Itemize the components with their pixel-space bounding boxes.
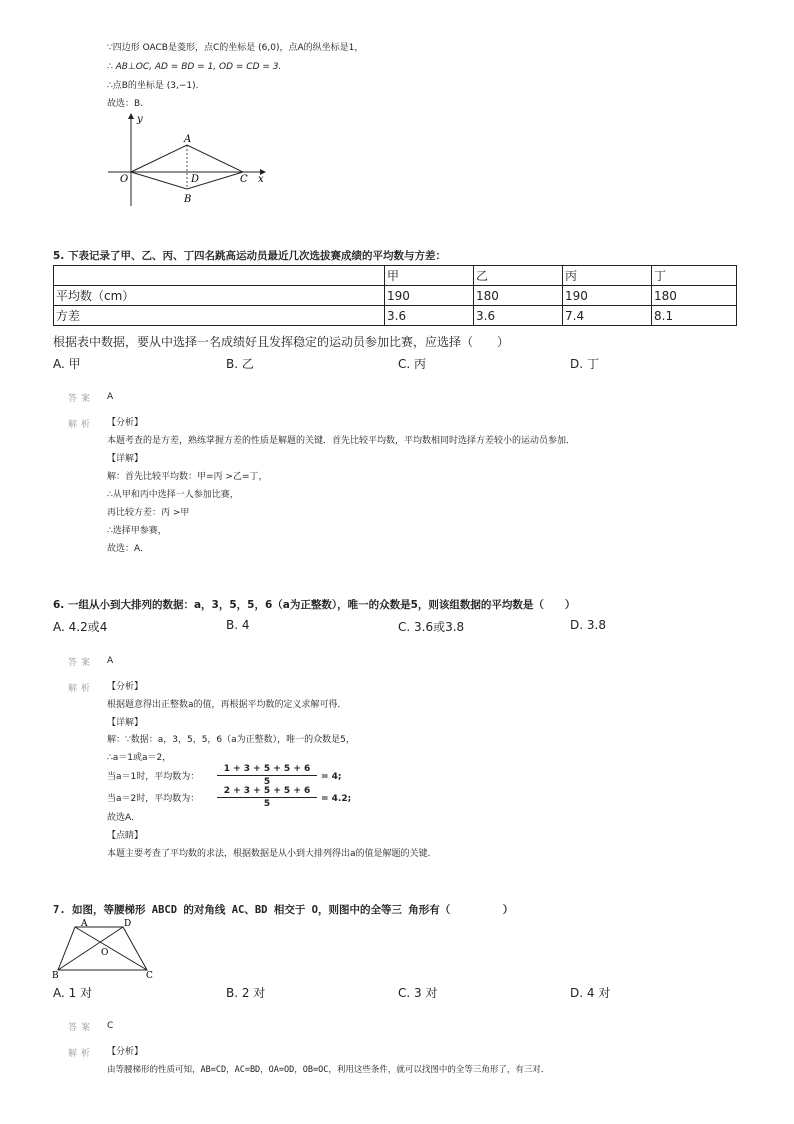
q5-analysis-line: 解：首先比较平均数：甲=丙 >乙=丁， bbox=[107, 472, 268, 482]
q6-case2-fraction bbox=[217, 786, 317, 809]
q5-analysis-line: 【详解】 bbox=[107, 454, 144, 464]
q5-analysis-line: ∴从甲和丙中选择一人参加比赛， bbox=[107, 490, 239, 500]
label-a: A bbox=[184, 134, 192, 145]
q6-case1-fraction bbox=[217, 764, 317, 787]
q6-option-d[interactable]: D. 3.8 bbox=[570, 618, 606, 632]
q5-analysis-line: 故选：A． bbox=[107, 544, 150, 554]
table-cell: 方差 bbox=[54, 306, 385, 326]
table-cell: 平均数（cm） bbox=[54, 286, 385, 306]
table-cell: 丙 bbox=[563, 266, 652, 286]
table-row bbox=[54, 266, 737, 286]
label-c: C bbox=[240, 174, 248, 185]
q7-answer: C bbox=[107, 1021, 114, 1031]
q5-analysis-label: 解析 bbox=[68, 420, 95, 430]
q4-line-4: 故选：B. bbox=[107, 99, 144, 109]
q4-line-2: ∴ AB⊥OC, AD = BD = 1, OD = CD = 3. bbox=[107, 62, 282, 72]
table-cell: 8.1 bbox=[652, 306, 737, 326]
q6-question: 6. 一组从小到大排列的数据：a，3，5，5，6（a为正整数），唯一的众数是5，则该组数据的平均数是（ ） bbox=[53, 599, 576, 611]
fraction-denominator: 5 bbox=[263, 777, 271, 787]
rhombus-figure bbox=[100, 110, 275, 210]
table-row bbox=[54, 306, 737, 326]
q5-answer: A bbox=[107, 392, 114, 402]
table-row bbox=[54, 286, 737, 306]
table-cell bbox=[54, 266, 385, 286]
table-cell: 180 bbox=[652, 286, 737, 306]
q4-line-1: ∵四边形 OACB是菱形，点C的坐标是 (6,0)，点A的纵坐标是1， bbox=[107, 43, 364, 53]
label-o: O bbox=[120, 174, 129, 185]
q6-option-c[interactable]: C. 3.6或3.8 bbox=[398, 620, 465, 634]
q6-analysis-line: 故选A． bbox=[107, 813, 141, 823]
q5-option-a[interactable]: A. 甲 bbox=[53, 357, 81, 371]
q4-line-3: ∴点B的坐标是 (3,−1). bbox=[107, 81, 199, 91]
q5-option-c[interactable]: C. 丙 bbox=[398, 357, 427, 371]
table-cell: 乙 bbox=[474, 266, 563, 286]
label-b: B bbox=[52, 971, 59, 981]
q6-analysis-line: 解：∵数据：a，3，5，5，6（a为正整数），唯一的众数是5， bbox=[107, 735, 355, 745]
q5-analysis-line: 【分析】 bbox=[107, 418, 144, 428]
table-cell: 3.6 bbox=[385, 306, 474, 326]
label-y: y bbox=[137, 114, 143, 125]
q6-analysis-line: 【分析】 bbox=[107, 682, 144, 692]
q6-answer: A bbox=[107, 656, 114, 666]
q6-analysis-label: 解析 bbox=[68, 684, 95, 694]
q7-analysis-line: 【分析】 bbox=[107, 1047, 144, 1057]
fraction-denominator: 5 bbox=[263, 799, 271, 809]
q5-score-table bbox=[53, 265, 737, 326]
q7-answer-label: 答案 bbox=[68, 1023, 95, 1033]
q6-analysis-line: 本题主要考查了平均数的求法，根据数据是从小到大排列得出a的值是解题的关键． bbox=[107, 849, 437, 859]
q6-analysis-line: 【详解】 bbox=[107, 718, 144, 728]
diagonal-ac bbox=[75, 927, 147, 970]
q5-analysis-line: 再比较方差：丙 >甲 bbox=[107, 508, 190, 518]
q7-option-d[interactable]: D. 4 对 bbox=[570, 986, 611, 1000]
q6-analysis-line: 根据题意得出正整数a的值，再根据平均数的定义求解可得． bbox=[107, 700, 347, 710]
table-cell: 3.6 bbox=[474, 306, 563, 326]
q5-option-b[interactable]: B. 乙 bbox=[226, 357, 254, 371]
trapezoid-figure bbox=[50, 916, 160, 981]
q6-answer-label: 答案 bbox=[68, 658, 95, 668]
q6-case1-prefix: 当a＝1时，平均数为： bbox=[107, 772, 200, 782]
q6-analysis-line: 【点睛】 bbox=[107, 831, 144, 841]
label-d: D bbox=[191, 174, 200, 185]
label-o: O bbox=[101, 948, 109, 958]
q7-question: 7. 如图，等腰梯形 ABCD 的对角线 AC、BD 相交于 O，则图中的全等三 角形有（ ） bbox=[53, 904, 514, 916]
table-cell: 190 bbox=[385, 286, 474, 306]
q7-option-b[interactable]: B. 2 对 bbox=[226, 986, 266, 1000]
q5-option-d[interactable]: D. 丁 bbox=[570, 357, 599, 371]
table-cell: 190 bbox=[563, 286, 652, 306]
q5-analysis-line: ∴选择甲参赛， bbox=[107, 526, 167, 536]
q5-answer-label: 答案 bbox=[68, 394, 95, 404]
table-cell: 180 bbox=[474, 286, 563, 306]
table-cell: 甲 bbox=[385, 266, 474, 286]
table-cell: 丁 bbox=[652, 266, 737, 286]
q7-option-c[interactable]: C. 3 对 bbox=[398, 986, 438, 1000]
table-cell: 7.4 bbox=[563, 306, 652, 326]
q7-analysis-line: 由等腰梯形的性质可知，AB=CD，AC=BD，OA=OD，OB=OC，利用这些条件，就可以找图中的全等三角形了，有三对． bbox=[107, 1065, 550, 1075]
q6-case1-result: = 4; bbox=[321, 772, 342, 782]
q6-analysis-line: ∴a＝1或a＝2， bbox=[107, 753, 172, 763]
q5-question: 5. 下表记录了甲、乙、丙、丁四名跳高运动员最近几次选拔赛成绩的平均数与方差： bbox=[53, 250, 446, 262]
label-c: C bbox=[146, 971, 153, 981]
label-a: A bbox=[81, 919, 88, 929]
diagonal-bd bbox=[58, 927, 123, 970]
q6-option-a[interactable]: A. 4.2或4 bbox=[53, 620, 108, 634]
q5-prompt: 根据表中数据，要从中选择一名成绩好且发挥稳定的运动员参加比赛，应选择（ ） bbox=[53, 335, 510, 349]
q6-option-b[interactable]: B. 4 bbox=[226, 618, 250, 632]
q7-analysis-label: 解析 bbox=[68, 1049, 95, 1059]
q6-case2-result: = 4.2; bbox=[321, 794, 352, 804]
label-x: x bbox=[258, 174, 264, 185]
q5-analysis-line: 本题考查的是方差，熟练掌握方差的性质是解题的关键．首先比较平均数，平均数相同时选择方差较小的运动员参加． bbox=[107, 436, 576, 446]
label-b: B bbox=[184, 194, 192, 205]
q6-case2-prefix: 当a＝2时，平均数为： bbox=[107, 794, 200, 804]
fraction-numerator: 1 + 3 + 5 + 5 + 6 bbox=[217, 764, 317, 776]
q7-option-a[interactable]: A. 1 对 bbox=[53, 986, 93, 1000]
label-d: D bbox=[124, 919, 132, 929]
fraction-numerator: 2 + 3 + 5 + 5 + 6 bbox=[217, 786, 317, 798]
